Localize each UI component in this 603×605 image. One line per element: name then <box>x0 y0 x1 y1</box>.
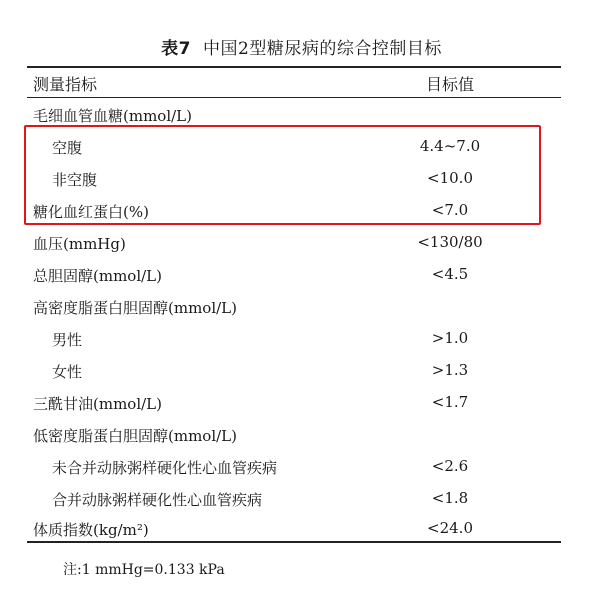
header-indicator: 测量指标 <box>33 75 98 94</box>
row-name: 糖化血红蛋白(%) <box>33 203 149 221</box>
table-row <box>0 451 603 483</box>
row-name: 三酰甘油(mmol/L) <box>33 395 162 413</box>
table-note: 注:1 mmHg=0.133 kPa <box>63 562 225 578</box>
row-value: <7.0 <box>431 201 469 219</box>
table-title: 中国2型糖尿病的综合控制目标 <box>203 39 442 59</box>
row-name: 未合并动脉粥样硬化性心血管疾病 <box>52 459 278 477</box>
row-name: 合并动脉粥样硬化性心血管疾病 <box>52 491 263 509</box>
row-value: 4.4~7.0 <box>419 137 481 155</box>
table-number: 表7 <box>161 39 191 59</box>
row-name: 男性 <box>52 331 83 349</box>
header-target: 目标值 <box>425 75 474 94</box>
row-value: <4.5 <box>431 265 469 283</box>
row-name: 血压(mmHg) <box>33 235 126 253</box>
header-rule <box>27 97 561 98</box>
row-name: 体质指数(kg/m²) <box>33 521 149 539</box>
row-value: <1.8 <box>431 489 469 507</box>
row-value: >1.0 <box>431 329 469 347</box>
row-name: 空腹 <box>52 139 83 157</box>
top-rule <box>27 66 561 68</box>
highlight-box <box>24 125 541 225</box>
row-name: 非空腹 <box>52 171 98 189</box>
row-name: 总胆固醇(mmol/L) <box>33 267 162 285</box>
row-name: 女性 <box>52 363 83 381</box>
table-header <box>0 70 603 96</box>
table-row <box>0 387 603 419</box>
row-value: <24.0 <box>427 519 473 537</box>
table-row <box>0 259 603 291</box>
table-row <box>0 227 603 259</box>
table-row <box>0 323 603 355</box>
table-row <box>0 291 603 323</box>
row-value: <2.6 <box>431 457 469 475</box>
row-value: >1.3 <box>431 361 469 379</box>
table-caption <box>0 34 603 59</box>
table-row <box>0 355 603 387</box>
row-value: <130/80 <box>417 233 483 251</box>
row-name: 高密度脂蛋白胆固醇(mmol/L) <box>33 299 237 317</box>
row-name: 毛细血管血糖(mmol/L) <box>33 107 192 125</box>
table-row <box>0 419 603 451</box>
row-value: <10.0 <box>427 169 473 187</box>
table-row <box>0 483 603 515</box>
row-name: 低密度脂蛋白胆固醇(mmol/L) <box>33 427 237 445</box>
row-value: <1.7 <box>431 393 469 411</box>
bottom-rule <box>27 541 561 543</box>
